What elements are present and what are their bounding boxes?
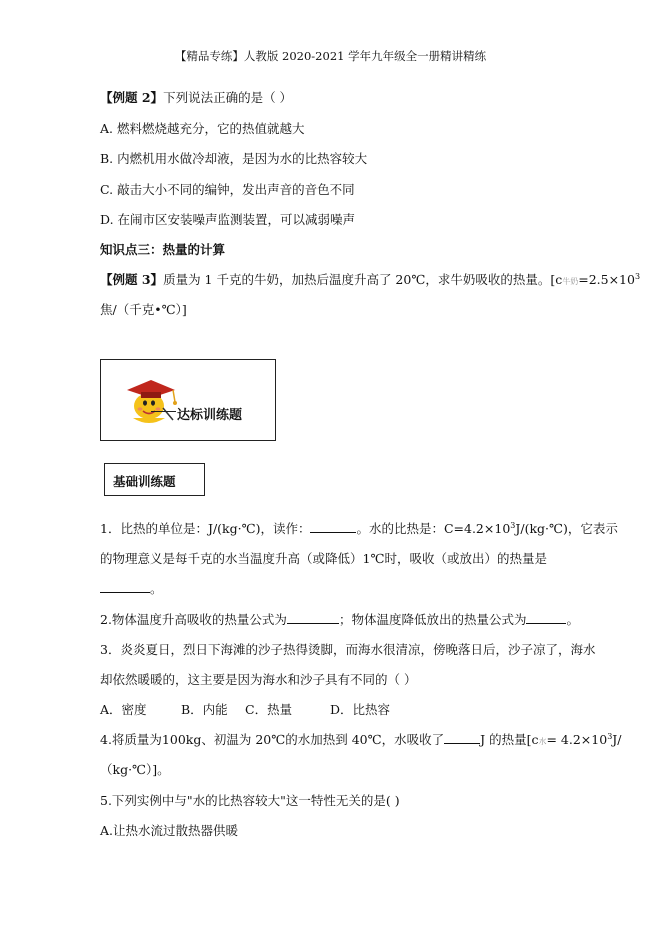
example-2-option-c: C. 敲击大小不同的编钟，发出声音的音色不同 bbox=[100, 182, 355, 197]
banner-title: 达标训练题 bbox=[177, 408, 243, 423]
q4-text-b: J 的热量[c bbox=[480, 732, 539, 747]
example-3-exp: 3 bbox=[634, 271, 641, 281]
example-2-option-d: D. 在闹市区安装噪声监测装置，可以减弱噪声 bbox=[100, 212, 356, 227]
knowledge-point-3-title: 知识点三：热量的计算 bbox=[100, 242, 226, 257]
q2-text-c: 。 bbox=[566, 612, 579, 627]
example-2-question: 下列说法正确的是（ ） bbox=[163, 90, 293, 105]
q1-line2-a: 的物理意义是每千克的水当温度升高（或降低）1 bbox=[100, 551, 371, 566]
q4-blank bbox=[444, 742, 480, 744]
q3-option-b: B．内能 bbox=[181, 702, 228, 717]
q1-text-a: 1．比热的单位是：J/(kg·℃)，读作： bbox=[100, 521, 311, 536]
example-2-option-a: A. 燃料燃烧越充分，它的热值就越大 bbox=[100, 121, 305, 136]
q1-line3-text: 。 bbox=[150, 581, 163, 596]
section-title: 基础训练题 bbox=[113, 474, 176, 489]
example-2-option-b: B. 内燃机用水做冷却液，是因为水的比热容较大 bbox=[100, 151, 368, 166]
q4-text-c: = 4.2×10 bbox=[546, 732, 608, 747]
q5-line-1 bbox=[100, 791, 400, 809]
example-2-label: 【例题 2】 bbox=[100, 90, 164, 105]
q5-text: 5.下列实例中与"水的比热容较大"这一特性无关的是( ) bbox=[100, 793, 400, 808]
section-box bbox=[104, 463, 205, 496]
q1-line-2 bbox=[100, 549, 547, 567]
banner-rule bbox=[151, 411, 176, 412]
q4-line-1 bbox=[100, 730, 622, 748]
q2-line bbox=[100, 610, 579, 628]
q3-option-d: D．比热容 bbox=[330, 702, 391, 717]
example-2-line bbox=[100, 88, 292, 106]
q1-line-3 bbox=[100, 579, 163, 597]
q2-blank-2 bbox=[526, 622, 566, 624]
example-3-sub: 牛奶 bbox=[562, 277, 579, 286]
example-3-line-1 bbox=[100, 270, 640, 288]
q3-line-1: 3．炎炎夏日，烈日下海滩的沙子热得烫脚，而海水很清凉，傍晚落日后，沙子凉了，海水 bbox=[100, 642, 596, 657]
q4-line-2: （kg·℃）]。 bbox=[100, 762, 170, 777]
q1-line-1 bbox=[100, 519, 618, 537]
q1-blank-1 bbox=[310, 531, 356, 533]
q3-line-2: 却依然暖暖的，这主要是因为海水和沙子具有不同的（ ） bbox=[100, 672, 417, 687]
q3-option-a: A．密度 bbox=[100, 702, 147, 717]
q4-exp: 3 bbox=[607, 731, 613, 741]
example-3-eq: =2.5×10 bbox=[578, 272, 635, 287]
q4-text-a: 4.将质量为100kg、初温为 20℃的水加热到 40℃，水吸收了 bbox=[100, 732, 445, 747]
graduate-cartoon-icon bbox=[119, 368, 181, 430]
q2-text-b: ；物体温度降低放出的热量公式为 bbox=[338, 612, 527, 627]
q4-text-d: J/ bbox=[612, 732, 622, 747]
page-header: 【精品专练】人教版 2020-2021 学年九年级全一册精讲精练 bbox=[174, 49, 487, 63]
example-3-text: 质量为 1 千克的牛奶，加热后温度升高了 20℃，求牛奶吸收的热量。[c bbox=[163, 272, 563, 287]
q1-line2-b: ℃时，吸收（或放出）的热量是 bbox=[370, 551, 547, 566]
q1-text-c: J/(kg·℃)，它表示 bbox=[515, 521, 618, 536]
q1-exp: 3 bbox=[510, 520, 516, 530]
q2-text-a: 2.物体温度升高吸收的热量公式为 bbox=[100, 612, 287, 627]
q1-blank-2 bbox=[100, 591, 150, 593]
q3-option-c: C．热量 bbox=[245, 702, 293, 717]
q2-blank-1 bbox=[287, 622, 339, 624]
example-3-label: 【例题 3】 bbox=[100, 272, 164, 287]
q1-text-b: 。水的比热是：C=4.2×10 bbox=[356, 521, 511, 536]
q4-sub: 水 bbox=[538, 737, 547, 746]
example-3-line-2: 焦/（千克•℃）] bbox=[100, 302, 187, 317]
training-banner bbox=[100, 359, 276, 441]
q5-option-a: A.让热水流过散热器供暖 bbox=[100, 823, 239, 838]
